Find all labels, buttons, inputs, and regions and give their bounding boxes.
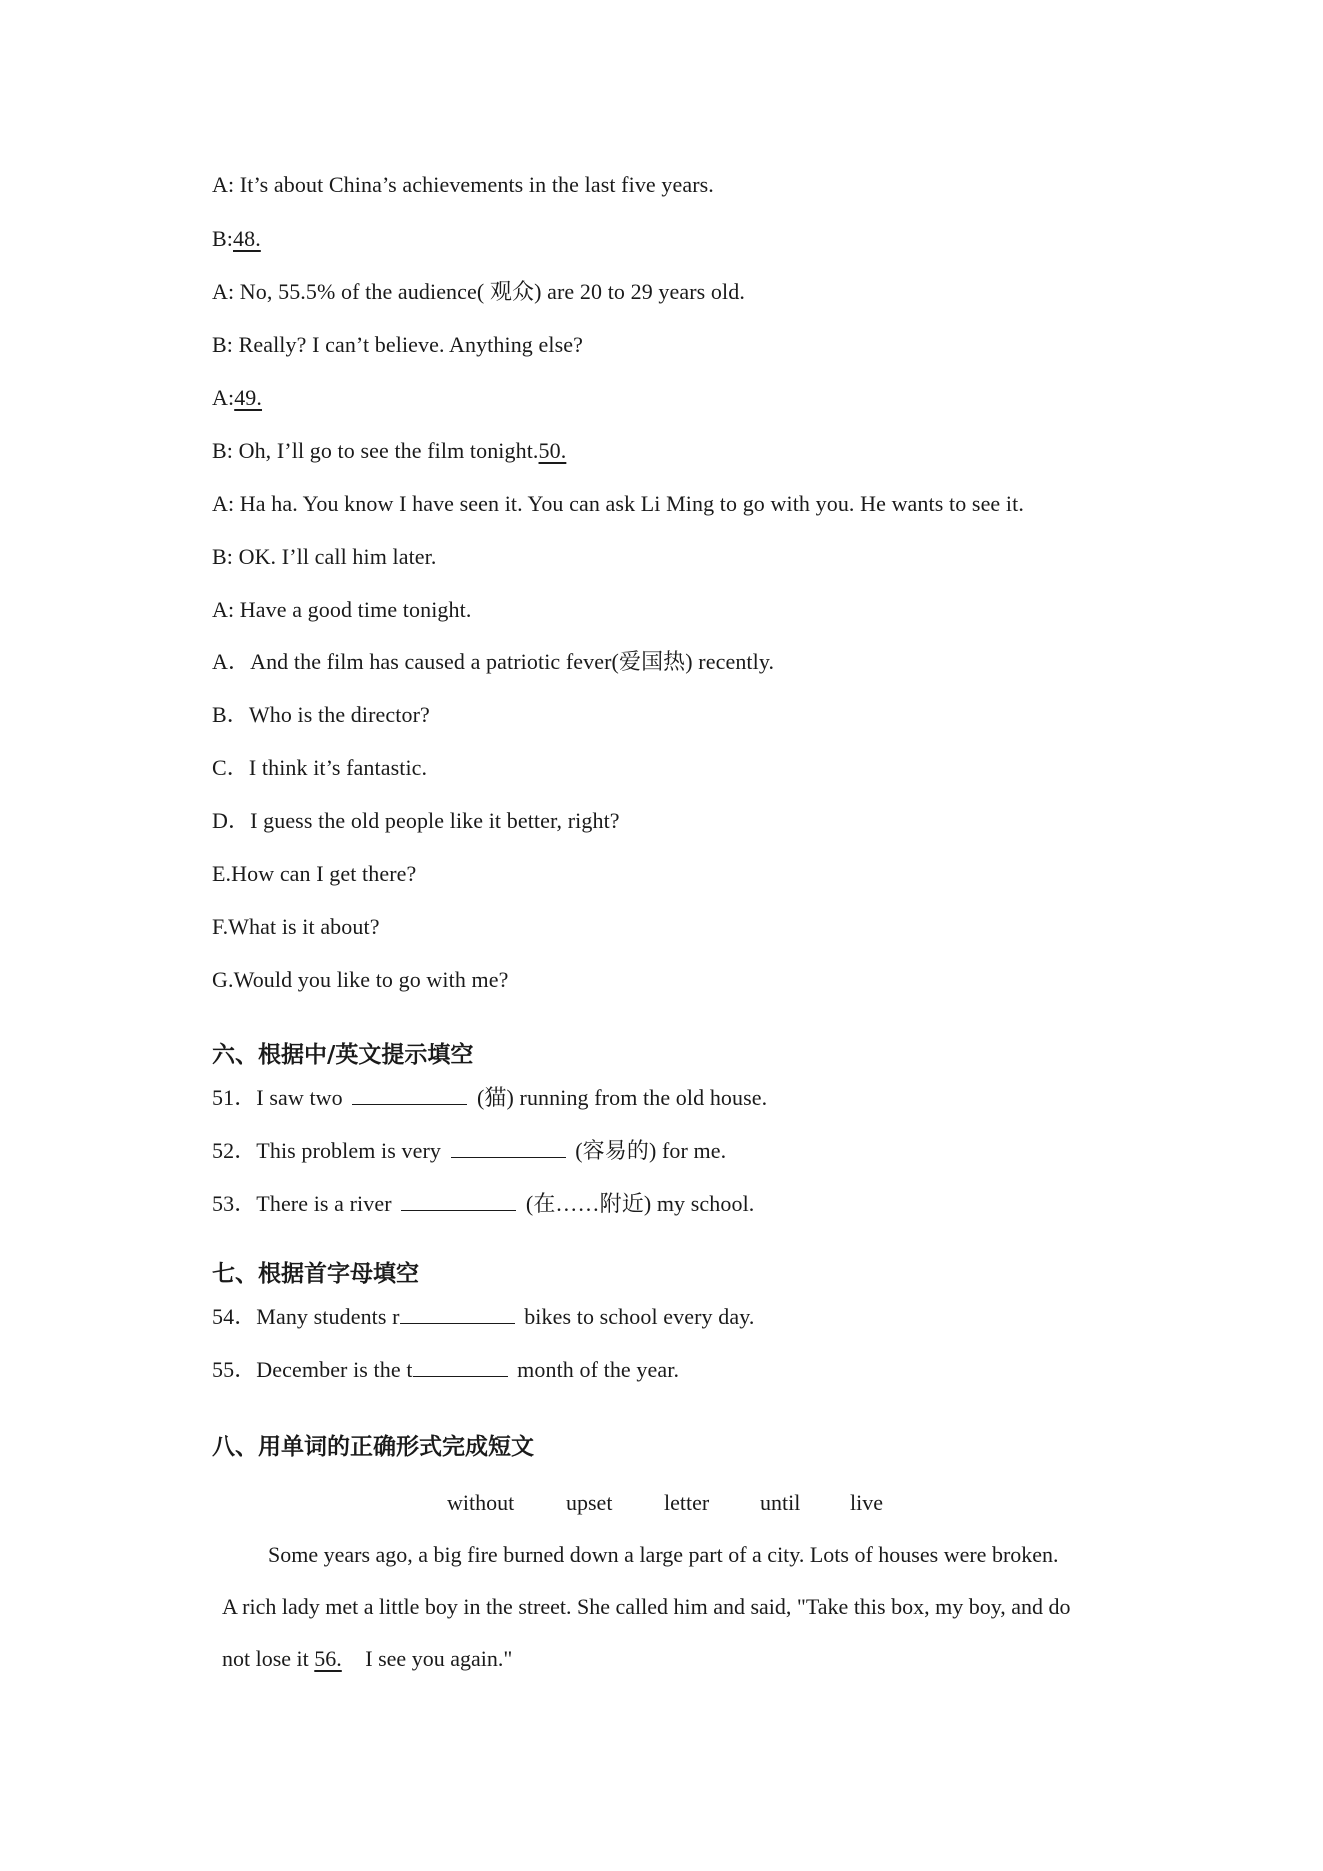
option-b: B．Who is the director? — [212, 702, 430, 727]
question-54: 54．Many students r bikes to school every day. — [212, 1304, 755, 1329]
word-bank-item: until — [760, 1490, 801, 1515]
speaker-label: A: — [212, 385, 235, 410]
word-bank-item: live — [850, 1490, 883, 1515]
word-bank-item: upset — [566, 1490, 613, 1515]
option-f: F.What is it about? — [212, 914, 380, 939]
blank-48[interactable]: 48. — [233, 226, 261, 251]
dialogue-line-5 — [212, 383, 280, 413]
section-8-title: 八、用单词的正确形式完成短文 — [212, 1434, 534, 1460]
question-52: 52．This problem is very (容易的) for me. — [212, 1138, 727, 1163]
option-g: G.Would you like to go with me? — [212, 967, 509, 992]
answer-blank-54[interactable] — [400, 1303, 515, 1324]
word-bank-item: letter — [664, 1490, 710, 1515]
answer-blank-53[interactable] — [401, 1190, 516, 1211]
question-53: 53．There is a river (在……附近) my school. — [212, 1191, 755, 1216]
dialogue-text: B: Oh, I’ll go to see the film tonight. — [212, 438, 539, 463]
passage — [222, 1529, 1117, 1685]
section-7-title: 七、根据首字母填空 — [212, 1261, 419, 1287]
dialogue-line-2 — [212, 224, 279, 254]
blank-50[interactable]: 50. — [538, 438, 567, 463]
question-55: 55．December is the t month of the year. — [212, 1357, 680, 1382]
dialogue-line-1: A: It’s about China’s achievements in the last five years. — [212, 172, 714, 197]
passage-line-1: Some years ago, a big fire burned down a large part of a city. Lots of houses were broken. — [268, 1542, 1059, 1567]
question-51: 51．I saw two (猫) running from the old house. — [212, 1085, 768, 1110]
dialogue-line-4: B: Really? I can’t believe. Anything else? — [212, 332, 583, 357]
blank-56[interactable]: 56. — [314, 1646, 342, 1671]
passage-line-2: A rich lady met a little boy in the street. She called him and said, "Take this box, my boy, and do — [222, 1594, 1071, 1619]
answer-blank-51[interactable] — [352, 1084, 467, 1105]
word-bank-item: without — [447, 1490, 515, 1515]
speaker-label: B: — [212, 226, 233, 251]
passage-line-3: not lose it 56. I see you again." — [222, 1646, 513, 1671]
option-d: D．I guess the old people like it better, right? — [212, 808, 620, 833]
option-c: C．I think it’s fantastic. — [212, 755, 428, 780]
section-6-title: 六、根据中/英文提示填空 — [212, 1042, 474, 1068]
blank-49[interactable]: 49. — [234, 385, 263, 410]
dialogue-line-8: B: OK. I’ll call him later. — [212, 544, 437, 569]
dialogue-line-6 — [212, 436, 584, 466]
dialogue-line-7: A: Ha ha. You know I have seen it. You can ask Li Ming to go with you. He wants to see it. — [212, 491, 1024, 516]
answer-blank-52[interactable] — [451, 1137, 566, 1158]
option-e: E.How can I get there? — [212, 861, 417, 886]
answer-blank-55[interactable] — [413, 1356, 508, 1377]
option-a: A．And the film has caused a patriotic fever(爱国热) recently. — [212, 649, 775, 674]
dialogue-line-9: A: Have a good time tonight. — [212, 597, 472, 622]
dialogue-line-3: A: No, 55.5% of the audience( 观众) are 20 to 29 years old. — [212, 279, 745, 304]
